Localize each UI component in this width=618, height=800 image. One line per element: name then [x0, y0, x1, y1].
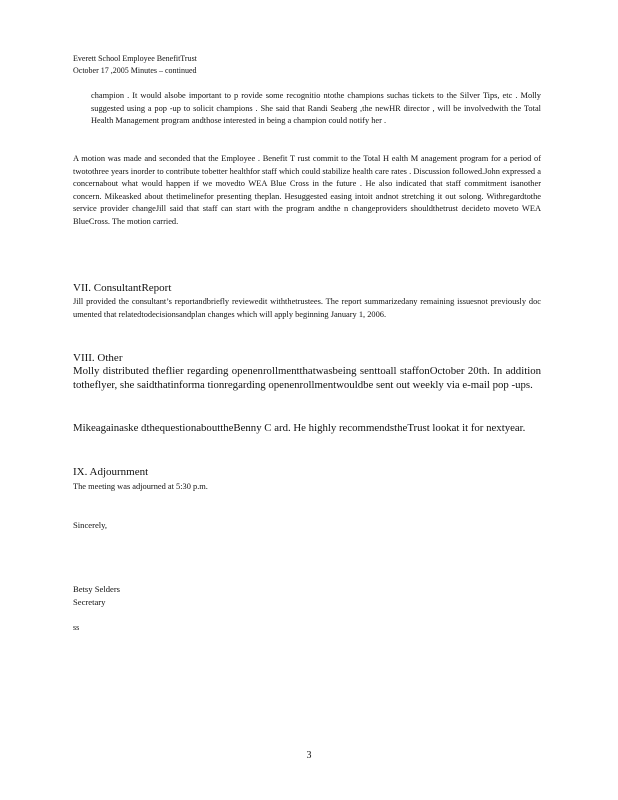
section-heading-other: VIII. Other — [73, 352, 123, 364]
champion-paragraph: champion . It would alsobe important to p rovide some recognitio ntothe champions suchas tickets to the Silver Tips, etc . Molly suggested using a pop -up to solicit champions . She said that Randi Seaberg ,the newHR director , will be involvedwith the Total Health Management program andthose interested in being a champion could notify her . — [91, 91, 541, 125]
adjournment-paragraph: The meeting was adjourned at 5:30 p.m. — [73, 482, 208, 491]
header-line-2: October 17 ,2005 Minutes – continued — [73, 66, 197, 75]
signer-title: Secretary — [73, 597, 106, 607]
consultant-report-paragraph: Jill provided the consultant’s reportandbriefly reviewedit withthetrustees. The report summarizedany remaining issuesnot previously doc umented that relatedtodecisionsandplan changes which will apply beginning January 1, 2006. — [73, 297, 541, 319]
closing-salutation: Sincerely, — [73, 520, 108, 530]
motion-paragraph: A motion was made and seconded that the Employee . Benefit T rust commit to the Total H ealth M anagement program for a period of twotothree years inorder to contribute tobetter healthfor staff which could stabilize health care rates . Discussion followed.John expressed a concernabout what would happen if we movedto WEA Blue Cross in the future . He also indicated that staff commitment isanother concern. Mikeasked about thetimelinefor presenting theplan. Hesuggested easing intoit andnot stretching it out solong. Withregardtothe service provider changeJill said that staff can start with the program andthe n changeproviders shouldthetrust decideto moveto WEA BlueCross. The motion carried. — [73, 154, 541, 226]
other-mike-paragraph: Mikeagainaske dthequestionabouttheBenny C ard. He highly recommendstheTrust lookat it for nextyear. — [73, 422, 526, 434]
page-number: 3 — [306, 750, 312, 761]
other-molly-paragraph: Molly distributed theflier regarding openenrollmentthatwasbeing senttoall staffonOctober 20th. In addition totheflyer, she saidthatinforma tionregarding openenrollmentwouldbe sent out weekly via e-mail pop -ups. — [73, 365, 541, 391]
header-line-1: Everett School Employee BenefitTrust — [73, 54, 197, 63]
typist-initials: ss — [73, 623, 80, 632]
section-heading-consultant-report: VII. ConsultantReport — [73, 282, 172, 294]
signer-name: Betsy Selders — [73, 584, 121, 594]
section-heading-adjournment: IX. Adjournment — [73, 466, 149, 478]
